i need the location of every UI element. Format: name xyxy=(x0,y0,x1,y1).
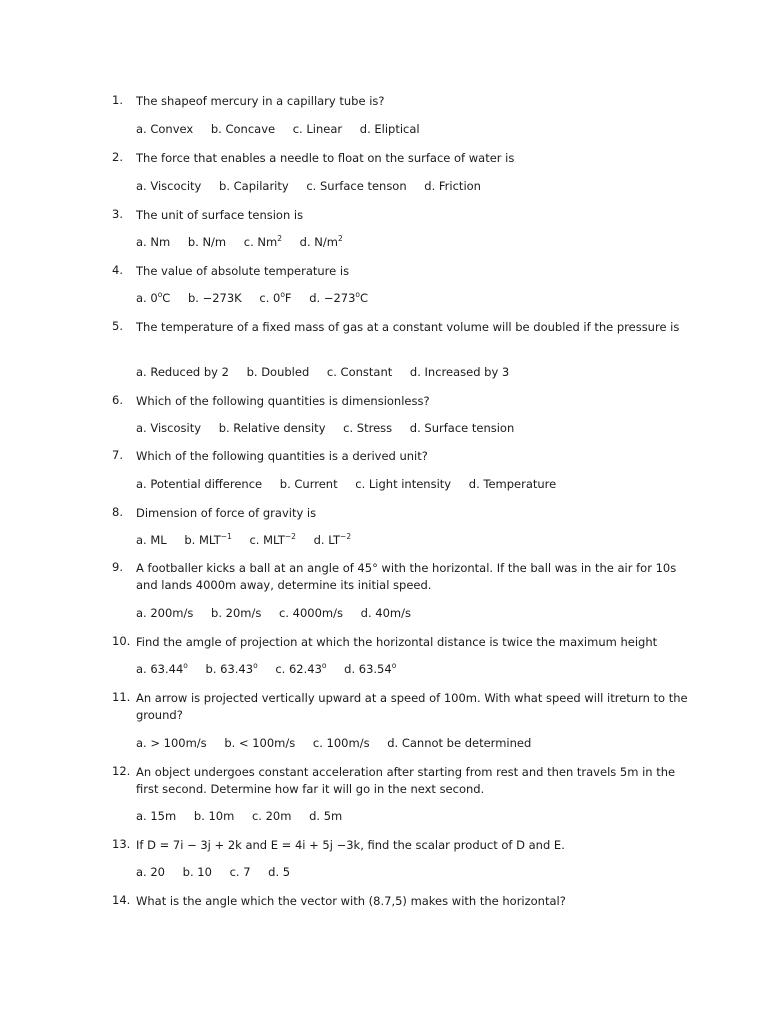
options-8 xyxy=(136,533,365,547)
question-number: 9. xyxy=(112,560,123,574)
option-c: c. 4000m/s xyxy=(279,606,343,620)
options-7 xyxy=(136,477,570,491)
option-d: d. Increased by 3 xyxy=(409,365,510,379)
option-a: a. Nm xyxy=(136,235,171,249)
option-a: a. > 100m/s xyxy=(136,736,207,750)
question-number: 8. xyxy=(112,505,123,519)
option-c: c. 0$^o$F xyxy=(259,290,292,305)
option-d: d. 5 xyxy=(268,865,291,879)
option-d: d. $N/m^2$ xyxy=(299,234,343,249)
question-text: Which of the following quantities is dimensionless? xyxy=(136,394,430,408)
option-b: b. Capilarity xyxy=(219,179,289,193)
option-a: a. 20 xyxy=(136,865,165,879)
question-number: 13. xyxy=(112,837,131,851)
option-c: c. Constant xyxy=(326,365,393,379)
option-a: a. Reduced by 2 xyxy=(136,365,229,379)
question-text: Which of the following quantities is a derived unit? xyxy=(136,449,428,463)
option-a: a. 0$^o$C xyxy=(136,290,171,305)
question-text: The temperature of a fixed mass of gas at a constant volume will be doubled if the pressure is xyxy=(136,320,680,334)
option-d: d. Friction xyxy=(424,179,481,193)
option-b: b. N/m xyxy=(187,235,227,249)
question-text: An arrow is projected vertically upward at a speed of 100m. With what speed will itreturn to the ground? xyxy=(136,691,688,722)
option-d: d. 63.54$^o$ xyxy=(344,661,397,676)
option-b: b. Relative density xyxy=(218,421,326,435)
option-a: a. ML xyxy=(136,533,167,547)
option-a: a. 15m xyxy=(136,809,177,823)
option-c: c. 62.43$^o$ xyxy=(275,661,327,676)
option-d: d. $LT^{-2}$ xyxy=(313,532,352,547)
options-4 xyxy=(136,291,382,305)
option-c: c. $MLT^{-2}$ xyxy=(249,532,296,547)
question-number: 3. xyxy=(112,207,123,221)
question-2 xyxy=(112,150,692,167)
question-1 xyxy=(112,93,692,110)
options-11 xyxy=(136,736,545,750)
question-text: Dimension of force of gravity is xyxy=(136,506,317,520)
question-number: 5. xyxy=(112,319,123,333)
option-a: a. Convex xyxy=(136,122,194,136)
option-c: c. Surface tenson xyxy=(306,179,407,193)
option-c: c. 100m/s xyxy=(312,736,370,750)
options-9 xyxy=(136,606,425,620)
question-number: 11. xyxy=(112,690,131,704)
question-8 xyxy=(112,505,692,522)
question-text: The force that enables a needle to float on the surface of water is xyxy=(136,151,515,165)
options-1 xyxy=(136,122,434,136)
question-14 xyxy=(112,893,692,910)
option-b: b. $MLT^{-1}$ xyxy=(184,532,232,547)
question-4 xyxy=(112,263,692,280)
option-c: c. Linear xyxy=(292,122,343,136)
option-d: d. Surface tension xyxy=(409,421,515,435)
option-c: c. Stress xyxy=(343,421,393,435)
option-b: b. 20m/s xyxy=(211,606,262,620)
option-b: b. Concave xyxy=(210,122,276,136)
option-c: c. 20m xyxy=(251,809,292,823)
question-text: The unit of surface tension is xyxy=(136,208,304,222)
option-c: c. Nm$^2$ xyxy=(243,234,283,249)
option-d: d. 40m/s xyxy=(360,606,411,620)
question-number: 1. xyxy=(112,93,123,107)
option-d: d. Temperature xyxy=(468,477,557,491)
question-10 xyxy=(112,634,692,651)
option-a: a. 200m/s xyxy=(136,606,194,620)
options-2 xyxy=(136,179,495,193)
question-text: The value of absolute temperature is xyxy=(136,264,350,278)
option-b: b. < 100m/s xyxy=(224,736,296,750)
option-a: a. Potential difference xyxy=(136,477,263,491)
option-d: d. Eliptical xyxy=(359,122,420,136)
question-number: 7. xyxy=(112,448,123,462)
options-5 xyxy=(136,365,523,379)
question-text: The shapeof mercury in a capillary tube is? xyxy=(136,94,385,108)
option-b: b. 10m xyxy=(193,809,235,823)
option-a: a. 63.44$^o$ xyxy=(136,661,188,676)
question-text: Find the amgle of projection at which the horizontal distance is twice the maximum height xyxy=(136,635,658,649)
option-c: c. Light intensity xyxy=(355,477,452,491)
question-5 xyxy=(112,319,692,336)
question-12 xyxy=(112,764,692,798)
question-6 xyxy=(112,393,692,410)
question-9 xyxy=(112,560,692,594)
question-number: 4. xyxy=(112,263,123,277)
option-b: b. −273K xyxy=(187,291,242,305)
options-3 xyxy=(136,235,357,249)
question-11 xyxy=(112,690,692,724)
question-text: A footballer kicks a ball at an angle of 45° with the horizontal. If the ball was in the air for 10s and lands 4000m away, determine its initial speed. xyxy=(136,561,677,592)
option-b: b. Doubled xyxy=(246,365,310,379)
option-d: d. 5m xyxy=(309,809,343,823)
question-number: 12. xyxy=(112,764,131,778)
option-d: d. Cannot be determined xyxy=(387,736,532,750)
option-a: a. Viscosity xyxy=(136,421,202,435)
option-b: b. 63.43$^o$ xyxy=(205,661,258,676)
options-12 xyxy=(136,809,356,823)
question-text: An object undergoes constant acceleration after starting from rest and then travels 5m in the first second. Determine how far it will go in the next second. xyxy=(136,765,676,796)
question-3 xyxy=(112,207,692,224)
question-text: What is the angle which the vector with (8.7,5) makes with the horizontal? xyxy=(136,894,566,908)
options-13 xyxy=(136,865,304,879)
option-d: d. $-273^oC$ xyxy=(309,290,369,305)
question-number: 2. xyxy=(112,150,123,164)
question-13 xyxy=(112,837,692,854)
option-a: a. Viscocity xyxy=(136,179,202,193)
options-6 xyxy=(136,421,528,435)
option-b: b. Current xyxy=(279,477,338,491)
question-text: If D = 7i − 3j + 2k and E = 4i + 5j −3k, find the scalar product of D and E. xyxy=(136,838,565,852)
option-b: b. 10 xyxy=(182,865,212,879)
option-c: c. 7 xyxy=(229,865,251,879)
question-number: 10. xyxy=(112,634,131,648)
options-10 xyxy=(136,662,410,676)
question-number: 14. xyxy=(112,893,131,907)
question-7 xyxy=(112,448,692,465)
question-number: 6. xyxy=(112,393,123,407)
